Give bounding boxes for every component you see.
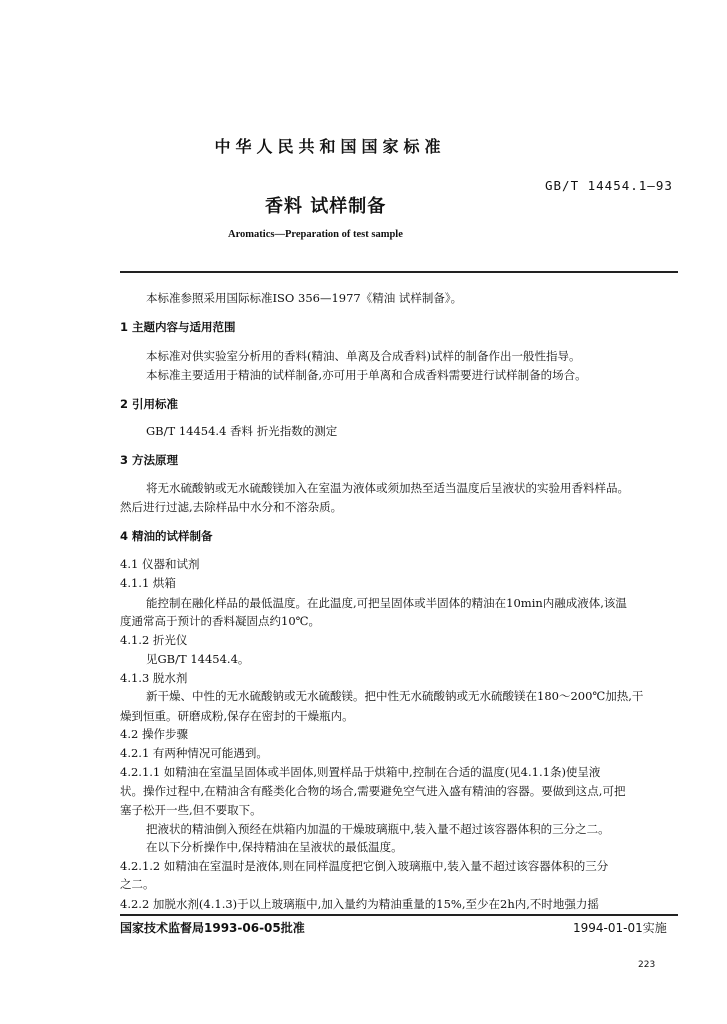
paragraph: 新干燥、中性的无水硫酸钠或无水硫酸镁。把中性无水硫酸钠或无水硫酸镁在180～200℃加热,干 [146,689,644,703]
paragraph: 将无水硫酸钠或无水硫酸镁加入在室温为液体或须加热至适当温度后呈液状的实验用香料样品。 [146,481,629,495]
subsection-heading: 4.1.2 折光仪 [120,633,188,647]
paragraph: 4.2.1.1 如精油在室温呈固体或半固体,则置样品于烘箱中,控制在合适的温度(见4.1.1条)使呈液 [120,765,601,779]
paragraph: 4.2.2 加脱水剂(4.1.3)于以上玻璃瓶中,加入量约为精油重量的15%,至少在2h内,不时地强力摇 [120,897,599,911]
paragraph: 4.2.1.2 如精油在室温时是液体,则在同样温度把它倒入玻璃瓶中,装入量不超过该容器体积的三分 [120,859,609,873]
paragraph: 状。操作过程中,在精油含有醛类化合物的场合,需要避免空气进入盛有精油的容器。要做到这点,可把 [120,784,626,798]
footer-divider [120,914,678,916]
paragraph: 然后进行过滤,去除样品中水分和不溶杂质。 [120,500,343,514]
paragraph: 能控制在融化样品的最低温度。在此温度,可把呈固体或半固体的精油在10min内融成液体,该温 [146,596,627,610]
subsection-heading: 4.2.1 有两种情况可能遇到。 [120,746,268,760]
implementation-date: 1994-01-01实施 [573,921,667,935]
english-title: Aromatics—Preparation of test sample [228,229,403,240]
paragraph: 度通常高于预计的香料凝固点约10℃。 [120,614,320,628]
section-heading-2: 2 引用标准 [120,397,179,411]
paragraph: 本标准对供实验室分析用的香料(精油、单离及合成香料)试样的制备作出一般性指导。 [146,349,581,363]
paragraph: 塞子松开一些,但不要取下。 [120,803,262,817]
national-standard-heading: 中华人民共和国国家标准 [214,137,446,156]
page-number: 223 [638,960,656,970]
paragraph: 燥到恒重。研磨成粉,保存在密封的干燥瓶内。 [120,709,354,723]
section-heading-4: 4 精油的试样制备 [120,529,213,543]
reference-item: GB/T 14454.4 香料 折光指数的测定 [146,424,338,438]
header-divider [120,271,678,273]
section-heading-1: 1 主题内容与适用范围 [120,320,236,334]
document-title: 香料 试样制备 [265,196,387,217]
subsection-heading: 4.1.3 脱水剂 [120,671,188,685]
subsection-heading: 4.1 仪器和试剂 [120,557,200,571]
paragraph: 把液状的精油倒入预经在烘箱内加温的干燥玻璃瓶中,装入量不超过该容器体积的三分之二。 [146,822,610,836]
standard-number: GB/T 14454.1—93 [545,178,673,193]
subsection-heading: 4.1.1 烘箱 [120,576,176,590]
intro-paragraph: 本标准参照采用国际标准ISO 356—1977《精油 试样制备》。 [146,291,463,305]
approval-date: 国家技术监督局1993-06-05批准 [120,921,305,935]
paragraph: 见GB/T 14454.4。 [146,652,250,666]
subsection-heading: 4.2 操作步骤 [120,727,188,741]
paragraph: 在以下分析操作中,保持精油在呈液状的最低温度。 [146,840,403,854]
paragraph: 之二。 [120,877,155,891]
paragraph: 本标准主要适用于精油的试样制备,亦可用于单离和合成香料需要进行试样制备的场合。 [146,368,587,382]
section-heading-3: 3 方法原理 [120,453,179,467]
